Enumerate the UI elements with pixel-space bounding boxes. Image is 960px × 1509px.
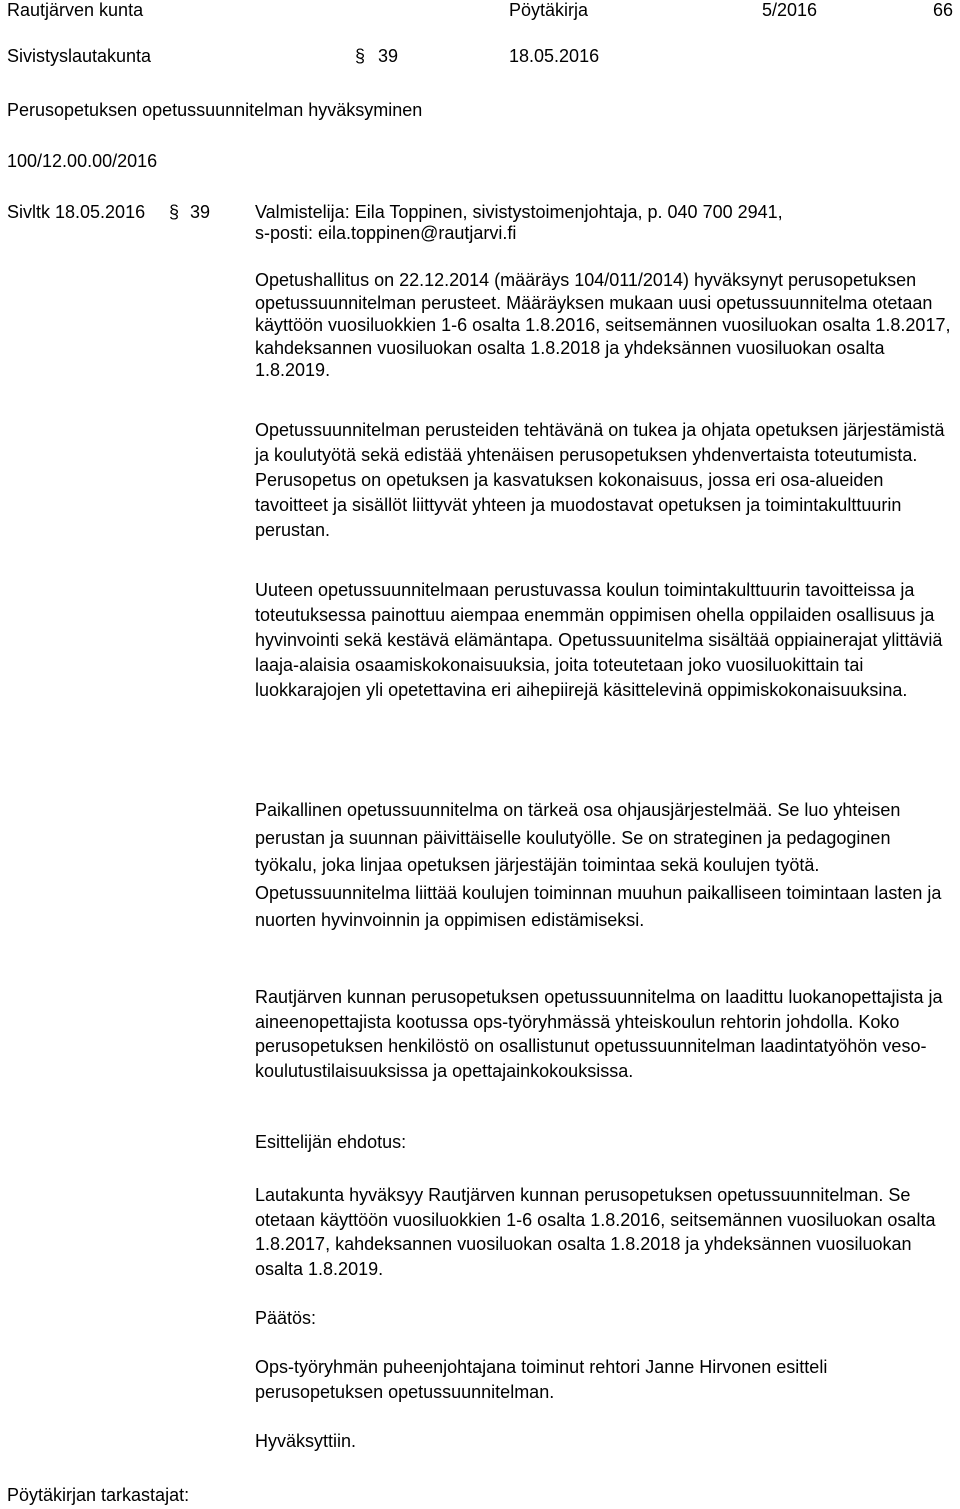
paragraph-text: Opetussuunnitelman perusteiden tehtävänä on tukea ja ohjata opetuksen järjestämistä ja koulutyötä sekä edistää yhtenäisen perusopetuksen yhdenvertaista toteutumista. Perusopetus on opetuksen ja kasvatuksen kokonaisuus, jossa eri osa-alueiden tavoitteet ja sisällöt liittyvät yhteen ja muodostavat opetuksen ja toimintakulttuurin perustan. <box>255 420 945 540</box>
board-name: Sivistyslautakunta <box>7 46 152 66</box>
proposal-text-block <box>255 1183 955 1281</box>
paragraph-culture <box>255 578 955 703</box>
paragraph-local-curriculum <box>255 797 955 935</box>
paragraph-purpose <box>255 418 955 543</box>
decision-text-block <box>255 1355 955 1404</box>
page-title: Perusopetuksen opetussuunnitelman hyväksyminen <box>7 100 423 120</box>
paragraph-intro <box>255 269 955 382</box>
decision-result: Hyväksyttiin. <box>255 1431 357 1451</box>
meeting-section-mark: § <box>169 202 180 222</box>
paragraph-text: Rautjärven kunnan perusopetuksen opetussuunnitelma on laadittu luokanopettajista ja aineenopettajista kootussa ops-työryhmässä yhteiskoulun rehtorin johdolla. Koko perusopetuksen henkilöstö on osallistunut opetussuunnitelman laadintatyöhön veso- koulutustilaisuuksissa ja opettajainkokouksissa. <box>255 987 943 1081</box>
preparer-line: Valmistelija: Eila Toppinen, sivistystoimenjohtaja, p. 040 700 2941, <box>255 202 783 222</box>
meeting-code: Sivltk 18.05.2016 <box>7 202 146 222</box>
paragraph-preparation <box>255 985 955 1083</box>
meeting-date: 18.05.2016 <box>509 46 600 66</box>
proposal-heading: Esittelijän ehdotus: <box>255 1132 407 1152</box>
paragraph-text: Uuteen opetussuunnitelmaan perustuvassa koulun toimintakulttuurin tavoitteissa ja toteutuksessa painottuu aiempaa enemmän oppimisen ohella oppilaiden osallisuus ja hyvinvointi sekä kestävä elämäntapa. Opetussuunitelma sisältää oppiainerajat ylittäviä laaja-alaisia osaamiskokonaisuuksia, joita toteutetaan joko vuosiluokittain tai luokkarajojen yli opetettavina eri aihepiirejä käsittelevinä oppimiskokonaisuuksina. <box>255 580 943 700</box>
preparer-email: s-posti: eila.toppinen@rautjarvi.fi <box>255 223 517 243</box>
proposal-text: Lautakunta hyväksyy Rautjärven kunnan perusopetuksen opetussuunnitelman. Se otetaan käyttöön vuosiluokkien 1-6 osalta 1.8.2016, seitsemännen vuosiluokan osalta 1.8.2017, kahdeksannen vuosiluokan osalta 1.8.2018 ja yhdeksännen vuosiluokan osalta 1.8.2019. <box>255 1185 936 1279</box>
paragraph-text: Paikallinen opetussuunnitelma on tärkeä osa ohjausjärjestelmää. Se luo yhteisen perustan ja suunnan päivittäiselle koulutyölle. Se on strateginen ja pedagoginen työkalu, joka linjaa opetuksen järjestäjän toimintaa sekä koulujen työtä. Opetussuunnitelma liittää koulujen toiminnan muuhun paikalliseen toimintaan lasten ja nuorten hyvinvoinnin ja oppimisen edistämiseksi. <box>255 800 942 931</box>
decision-heading: Päätös: <box>255 1308 317 1328</box>
decision-text: Ops-työryhmän puheenjohtajana toiminut rehtori Janne Hirvonen esitteli perusopetuksen opetussuunnitelman. <box>255 1357 828 1402</box>
reviewers-label: Pöytäkirjan tarkastajat: <box>7 1485 190 1505</box>
municipality-name: Rautjärven kunta <box>7 0 144 20</box>
section-number: 39 <box>378 46 399 66</box>
meeting-section-number: 39 <box>190 202 211 222</box>
page-number: 66 <box>933 0 954 20</box>
diary-number: 100/12.00.00/2016 <box>7 151 158 171</box>
document-number: 5/2016 <box>762 0 818 20</box>
section-mark: § <box>355 46 366 66</box>
document-type: Pöytäkirja <box>509 0 589 20</box>
paragraph-text: Opetushallitus on 22.12.2014 (määräys 104/011/2014) hyväksynyt perusopetuksen opetussuunnitelman perusteet. Määräyksen mukaan uusi opetussuunnitelma otetaan käyttöön vuosiluokkien 1-6 osalta 1.8.2016, seitsemännen vuosiluokan osalta 1.8.2017, kahdeksannen vuosiluokan osalta 1.8.2018 ja yhdeksännen vuosiluokan osalta 1.8.2019. <box>255 270 951 381</box>
